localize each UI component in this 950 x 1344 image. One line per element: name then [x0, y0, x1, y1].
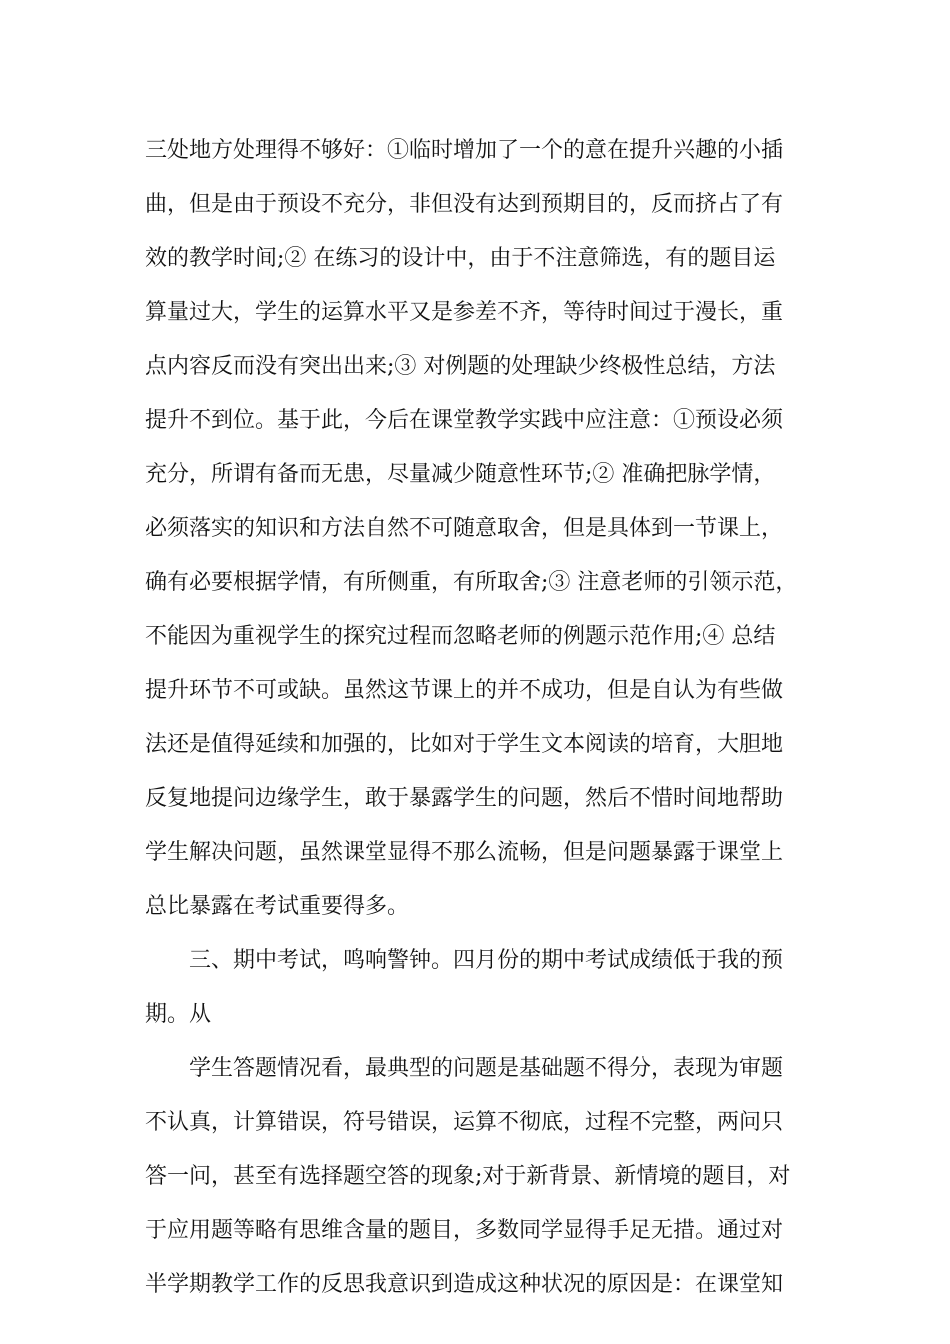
text-line: 半学期教学工作的反思我意识到造成这种状况的原因是：在课堂知 — [145, 1272, 784, 1297]
text-line: 提升不到位。基于此，今后在课堂教学实践中应注意：①预设必须 — [145, 408, 784, 433]
text-line: 必须落实的知识和方法自然不可随意取舍，但是具体到一节课上， — [145, 516, 784, 541]
text-line: 曲，但是由于预设不充分，非但没有达到预期目的，反而挤占了有 — [145, 192, 784, 217]
section-heading-line: 三、期中考试，鸣响警钟。四月份的期中考试成绩低于我的预 — [189, 948, 784, 973]
text-line: 法还是值得延续和加强的，比如对于学生文本阅读的培育，大胆地 — [145, 732, 784, 757]
text-line: 总比暴露在考试重要得多。 — [145, 894, 410, 919]
text-line: 不认真，计算错误，符号错误，运算不彻底，过程不完整，两问只 — [145, 1110, 784, 1135]
text-line: 提升环节不可或缺。虽然这节课上的并不成功，但是自认为有些做 — [145, 678, 784, 703]
text-line: 期。从 — [145, 1002, 212, 1027]
text-line: 于应用题等略有思维含量的题目，多数同学显得手足无措。通过对 — [145, 1218, 784, 1243]
text-line: 学生解决问题，虽然课堂显得不那么流畅，但是问题暴露于课堂上 — [145, 840, 784, 865]
text-line: 算量过大，学生的运算水平又是参差不齐，等待时间过于漫长，重 — [145, 300, 784, 325]
paragraph-start-line: 学生答题情况看，最典型的问题是基础题不得分，表现为审题 — [189, 1056, 784, 1081]
body-text — [145, 124, 825, 1312]
text-line: 确有必要根据学情，有所侧重，有所取舍;③ 注意老师的引领示范， — [145, 570, 798, 595]
text-line: 答一问，甚至有选择题空答的现象;对于新背景、新情境的题目，对 — [145, 1164, 791, 1189]
text-line: 点内容反而没有突出出来;③ 对例题的处理缺少终极性总结，方法 — [145, 354, 776, 379]
text-line: 三处地方处理得不够好：①临时增加了一个的意在提升兴趣的小插 — [145, 138, 784, 163]
text-line: 反复地提问边缘学生，敢于暴露学生的问题，然后不惜时间地帮助 — [145, 786, 784, 811]
text-line: 充分，所谓有备而无患，尽量减少随意性环节;② 准确把脉学情， — [145, 462, 776, 487]
text-line: 效的教学时间;② 在练习的设计中，由于不注意筛选，有的题目运 — [145, 246, 776, 271]
text-line: 不能因为重视学生的探究过程而忽略老师的例题示范作用;④ 总结 — [145, 624, 776, 649]
